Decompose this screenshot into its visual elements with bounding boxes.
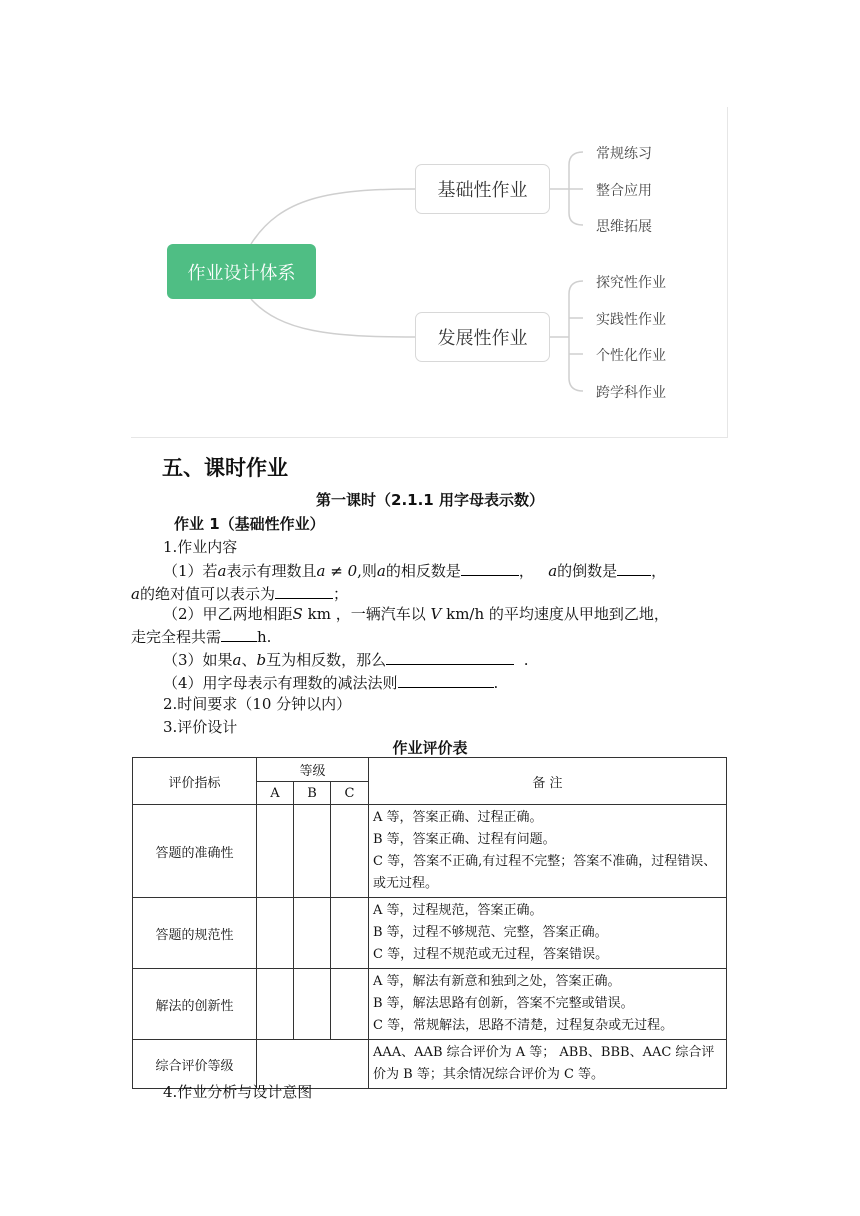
leaf-dev-3: 个性化作业	[596, 348, 666, 364]
item-1-heading: 1.作业内容	[163, 538, 238, 556]
answer-blank	[386, 649, 514, 665]
table-row	[133, 898, 727, 969]
row-indicator: 解法的创新性	[133, 969, 257, 1040]
header-grade-c: C	[331, 782, 369, 805]
leaf-basic-2: 整合应用	[596, 183, 652, 199]
grade-cell	[257, 969, 294, 1040]
table-row	[133, 969, 727, 1040]
summary-remarks: AAA、AAB 综合评价为 A 等； ABB、BBB、AAC 综合评价为 B 等；其余情况综合评价为 C 等。	[369, 1040, 727, 1089]
row-indicator: 答题的规范性	[133, 898, 257, 969]
table-caption: 作业评价表	[392, 739, 468, 757]
item-3-evaluation: 3.评价设计	[163, 718, 238, 736]
grade-cell	[294, 969, 331, 1040]
table-row	[133, 805, 727, 898]
answer-blank	[461, 560, 519, 576]
grade-cell	[294, 805, 331, 898]
row-remarks: A 等，过程规范，答案正确。 B 等，过程不够规范、完整，答案正确。 C 等，过程不规范或无过程，答案错误。	[369, 898, 727, 969]
grade-cell	[331, 805, 369, 898]
question-4: （4）用字母表示有理数的减法法则 .	[163, 674, 499, 692]
mindmap	[131, 107, 728, 438]
answer-blank	[275, 583, 333, 599]
branch-development: 发展性作业	[415, 312, 550, 362]
leaf-dev-4: 跨学科作业	[596, 385, 666, 401]
leaf-basic-1: 常规练习	[596, 146, 652, 162]
grade-cell	[331, 969, 369, 1040]
answer-blank	[221, 626, 257, 642]
row-remarks: A 等，解法有新意和独到之处，答案正确。 B 等，解法思路有创新，答案不完整或错误。 C 等，常规解法，思路不清楚，过程复杂或无过程。	[369, 969, 727, 1040]
leaf-basic-3: 思维拓展	[596, 219, 652, 235]
homework-title: 作业 1（基础性作业）	[174, 515, 325, 533]
answer-blank	[398, 672, 494, 688]
item-4-analysis: 4.作业分析与设计意图	[163, 1083, 313, 1101]
header-grade-a: A	[257, 782, 294, 805]
summary-indicator: 综合评价等级	[133, 1040, 257, 1089]
header-remarks: 备 注	[369, 758, 727, 805]
header-grade-b: B	[294, 782, 331, 805]
grade-cell	[257, 898, 294, 969]
section-title: 五、课时作业	[162, 456, 288, 480]
branch-basic: 基础性作业	[415, 164, 550, 214]
question-1-line-2: a的绝对值可以表示为 ；	[131, 585, 348, 603]
header-indicator: 评价指标	[133, 758, 257, 805]
row-remarks: A 等，答案正确、过程正确。 B 等，答案正确、过程有问题。 C 等，答案不正确,有过程不完整；答案不准确，过程错误、或无过程。	[369, 805, 727, 898]
leaf-dev-1: 探究性作业	[596, 275, 666, 291]
evaluation-table	[132, 757, 727, 1089]
grade-cell	[331, 898, 369, 969]
grade-cell	[294, 898, 331, 969]
question-2-line-2: 走完全程共需 h.	[131, 628, 272, 646]
answer-blank	[617, 560, 651, 576]
grade-cell	[257, 805, 294, 898]
question-1-line-1: （1）若a表示有理数且a ≠ 0,则a的相反数是 ， a的倒数是 ，	[163, 562, 667, 580]
question-3: （3）如果a、b互为相反数，那么 .	[163, 651, 529, 669]
question-2-line-1: （2）甲乙两地相距S km ，一辆汽车以 V km/h 的平均速度从甲地到乙地，	[163, 605, 669, 623]
item-2-time: 2.时间要求（10 分钟以内）	[163, 695, 352, 713]
lesson-title: 第一课时（2.1.1 用字母表示数）	[316, 491, 544, 509]
leaf-dev-2: 实践性作业	[596, 312, 666, 328]
row-indicator: 答题的准确性	[133, 805, 257, 898]
mindmap-root: 作业设计体系	[167, 244, 316, 299]
header-grade: 等级	[257, 758, 369, 782]
